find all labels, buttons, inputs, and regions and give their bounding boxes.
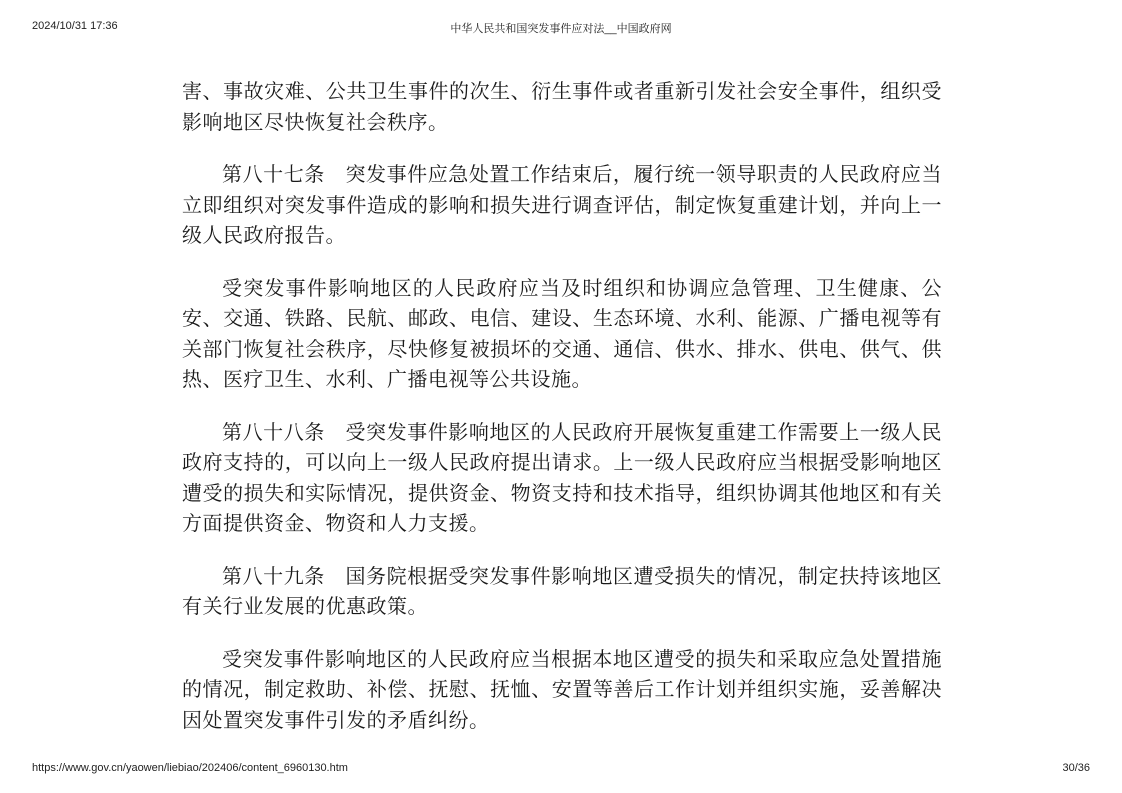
print-source-url: https://www.gov.cn/yaowen/liebiao/202406/content_6960130.htm [32,762,348,774]
article-paragraph: 害、事故灾难、公共卫生事件的次生、衍生事件或者重新引发社会安全事件，组织受影响地区尽快恢复社会秩序。 [182,79,942,134]
article-paragraph: 受突发事件影响地区的人民政府应当及时组织和协调应急管理、卫生健康、公安、交通、铁路、民航、邮政、电信、建设、生态环境、水利、能源、广播电视等有关部门恢复社会秩序，尽快修复被损坏的交通、通信、供水、排水、供电、供气、供热、医疗卫生、水利、广播电视等公共设施。 [182,275,942,391]
article-paragraph: 第八十七条 突发事件应急处置工作结束后，履行统一领导职责的人民政府应当立即组织对突发事件造成的影响和损失进行调查评估，制定恢复重建计划，并向上一级人民政府报告。 [182,162,942,247]
article-paragraph: 受突发事件影响地区的人民政府应当根据本地区遭受的损失和采取应急处置措施的情况，制定救助、补偿、抚慰、抚恤、安置等善后工作计划并组织实施，妥善解决因处置突发事件引发的矛盾纠纷。 [182,646,942,732]
article-paragraph: 第八十九条 国务院根据受突发事件影响地区遭受损失的情况，制定扶持该地区有关行业发展的优惠政策。 [182,563,942,618]
article-body [182,76,942,757]
print-page-number: 30/36 [1062,762,1090,774]
article-paragraph: 第八十八条 受突发事件影响地区的人民政府开展恢复重建工作需要上一级人民政府支持的，可以向上一级人民政府提出请求。上一级人民政府应当根据受影响地区遭受的损失和实际情况，提供资金、物资支持和技术指导，组织协调其他地区和有关方面提供资金、物资和人力支援。 [182,419,942,535]
print-page-title: 中华人民共和国突发事件应对法__中国政府网 [450,23,672,35]
print-datetime: 2024/10/31 17:36 [32,20,118,32]
